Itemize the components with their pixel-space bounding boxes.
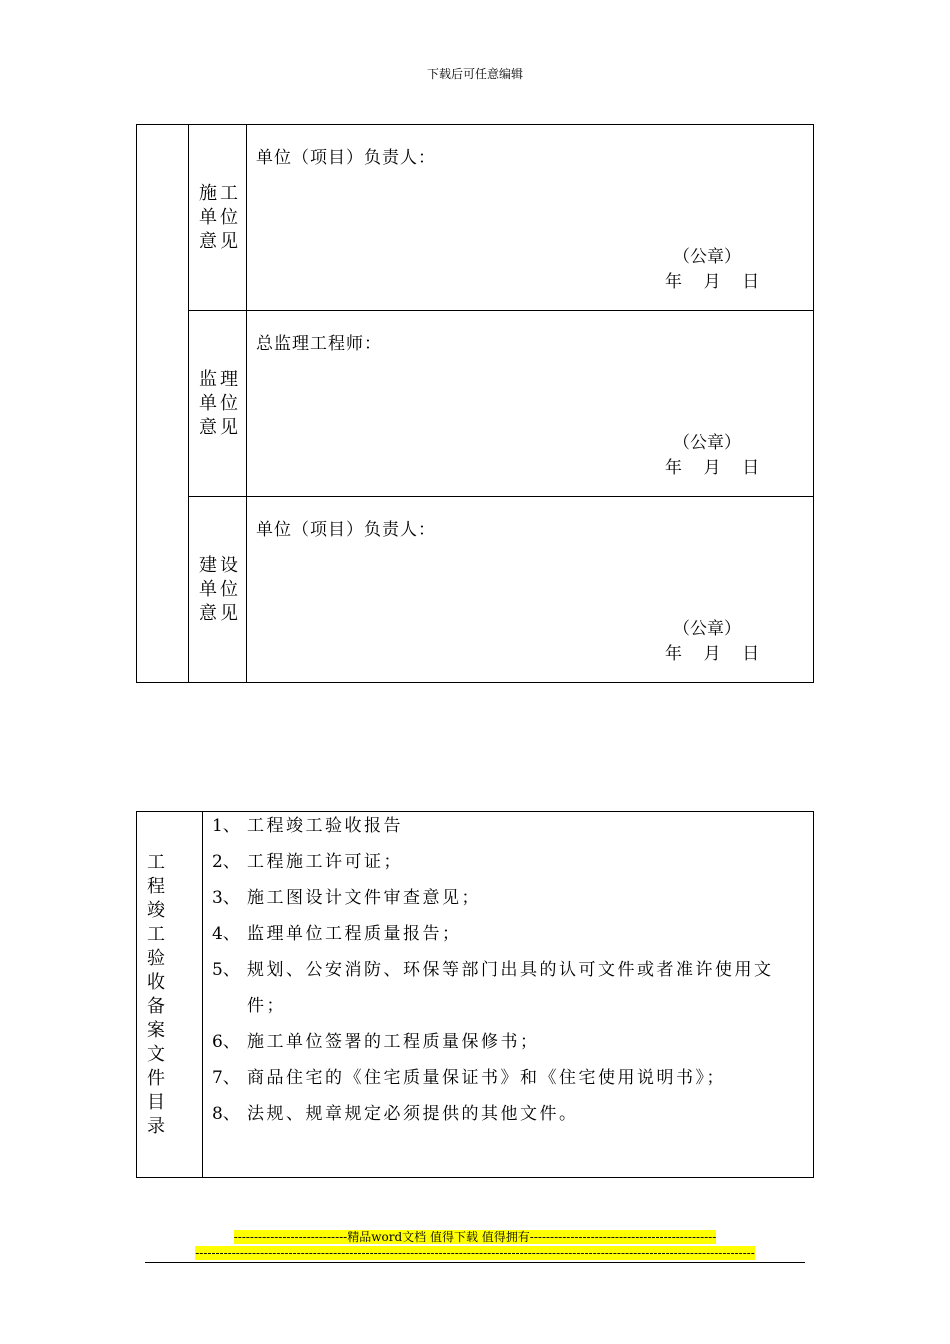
item-number: 1、	[212, 816, 240, 836]
opinion-row-construction	[137, 125, 814, 311]
filing-table	[136, 811, 814, 1178]
list-item	[212, 880, 813, 916]
opinion-body	[247, 311, 814, 497]
item-number: 6、	[212, 1032, 240, 1052]
item-text: 监理单位工程质量报告；	[247, 924, 462, 944]
signer-label: 总监理工程师：	[256, 334, 382, 354]
item-text: 施工单位签署的工程质量保修书；	[247, 1032, 540, 1052]
opinion-label-cell	[189, 497, 247, 683]
page-header: 下载后可任意编辑	[426, 67, 523, 81]
footer-rule	[145, 1262, 805, 1263]
item-text: 法规、规章规定必须提供的其他文件。	[247, 1104, 579, 1124]
item-text: 工程竣工验收报告	[247, 816, 403, 836]
list-item	[212, 808, 813, 844]
date-label: 年 月 日	[665, 458, 760, 478]
opinion-label-cell	[189, 125, 247, 311]
filing-row	[137, 812, 814, 1178]
opinion-label: 建设单位意见	[199, 554, 241, 624]
list-item	[212, 1096, 813, 1132]
blank-column	[137, 125, 189, 683]
signer-label: 单位（项目）负责人：	[256, 520, 436, 540]
seal-label: （公章）	[673, 619, 741, 639]
page-footer	[176, 1229, 774, 1261]
item-number: 4、	[212, 924, 240, 944]
item-number: 8、	[212, 1104, 240, 1124]
list-item	[212, 916, 813, 952]
list-item	[212, 1024, 813, 1060]
list-item	[212, 1060, 813, 1096]
footer-line-2	[176, 1245, 774, 1261]
item-number: 5、	[212, 960, 240, 980]
signer-label: 单位（项目）负责人：	[256, 148, 436, 168]
filing-list	[203, 808, 813, 1132]
item-text: 工程施工许可证；	[247, 852, 403, 872]
filing-label-cell	[137, 812, 203, 1178]
opinion-label: 监理单位意见	[199, 368, 241, 438]
item-text: 施工图设计文件审查意见；	[247, 888, 481, 908]
filing-label: 工程竣工验收备案文件目录	[147, 851, 175, 1137]
item-text: 规划、公安消防、环保等部门出具的认可文件或者准许使用文件；	[247, 960, 774, 1016]
opinion-body	[247, 125, 814, 311]
seal-label: （公章）	[673, 433, 741, 453]
item-number: 3、	[212, 888, 240, 908]
filing-list-cell	[203, 812, 814, 1178]
list-item	[212, 952, 813, 1024]
date-label: 年 月 日	[665, 272, 760, 292]
opinion-row-supervision	[137, 311, 814, 497]
item-number: 7、	[212, 1068, 240, 1088]
date-label: 年 月 日	[665, 644, 760, 664]
seal-label: （公章）	[673, 247, 741, 267]
opinion-body	[247, 497, 814, 683]
footer-dash-line: ------------------------------------------------------------------------------------------------------------------------------------------	[195, 1246, 755, 1260]
item-text: 商品住宅的《住宅质量保证书》和《住宅使用说明书》；	[247, 1068, 726, 1088]
opinion-table	[136, 124, 814, 683]
list-item	[212, 844, 813, 880]
footer-promo-text: ----------------------------精品word文档 值得下载 值得拥有----------------------------------------------	[233, 1230, 717, 1244]
item-number: 2、	[212, 852, 240, 872]
opinion-row-owner	[137, 497, 814, 683]
opinion-label: 施工单位意见	[199, 182, 241, 252]
footer-line-1	[176, 1229, 774, 1245]
opinion-label-cell	[189, 311, 247, 497]
